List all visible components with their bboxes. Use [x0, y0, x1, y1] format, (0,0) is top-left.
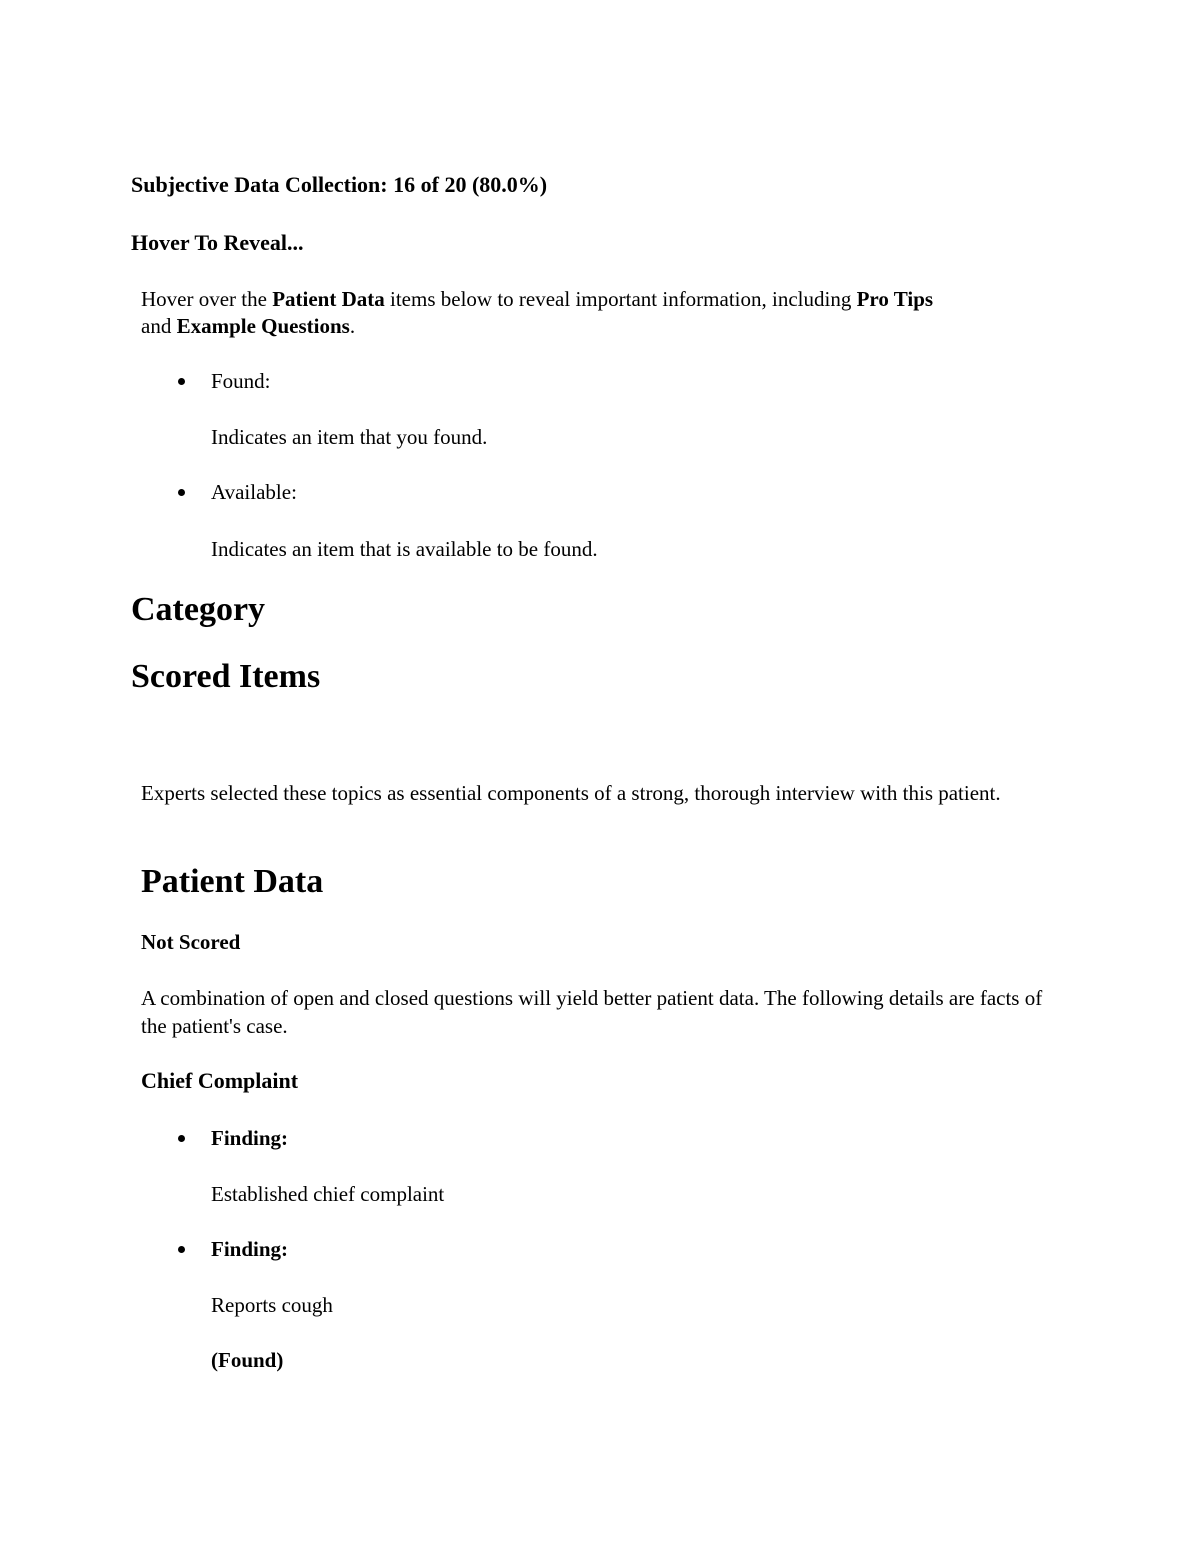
finding-text: Established chief complaint [211, 1182, 445, 1206]
scored-items-heading: Scored Items [131, 658, 321, 695]
bullet-icon [178, 378, 185, 385]
intro-pro-tips-bold: Pro Tips [856, 287, 934, 311]
intro-line-2 [141, 312, 355, 340]
intro-text-2: items below to reveal important information, including [384, 287, 857, 311]
legend-found-description: Indicates an item that you found. [211, 425, 488, 449]
page-title: Subjective Data Collection: 16 of 20 (80.0%) [131, 172, 548, 197]
finding-text: Reports cough [211, 1293, 333, 1317]
bullet-icon [178, 1135, 185, 1142]
legend-available-description: Indicates an item that is available to be found. [211, 537, 598, 561]
finding-label: Finding: [211, 1237, 289, 1261]
experts-description: Experts selected these topics as essential components of a strong, thorough interview with this patient. [141, 781, 1001, 805]
legend-found-label: Found: [211, 369, 271, 393]
hover-to-reveal-heading: Hover To Reveal... [131, 230, 304, 255]
intro-text-4: . [349, 314, 356, 338]
intro-text-1: Hover over the [141, 287, 273, 311]
intro-text-3: and [141, 314, 177, 338]
bullet-icon [178, 1246, 185, 1253]
finding-label: Finding: [211, 1126, 289, 1150]
intro-patient-data-bold: Patient Data [272, 287, 385, 311]
patient-data-description: A combination of open and closed questions will yield better patient data. The following details are facts of the patient's case. [141, 986, 1043, 1038]
finding-status: (Found) [211, 1348, 284, 1372]
not-scored-label: Not Scored [141, 930, 241, 954]
bullet-icon [178, 489, 185, 496]
chief-complaint-heading: Chief Complaint [141, 1068, 299, 1093]
patient-data-heading: Patient Data [141, 863, 324, 900]
category-heading: Category [131, 591, 266, 628]
intro-line-1 [141, 285, 933, 313]
intro-example-questions-bold: Example Questions [176, 314, 350, 338]
legend-available-label: Available: [211, 480, 297, 504]
